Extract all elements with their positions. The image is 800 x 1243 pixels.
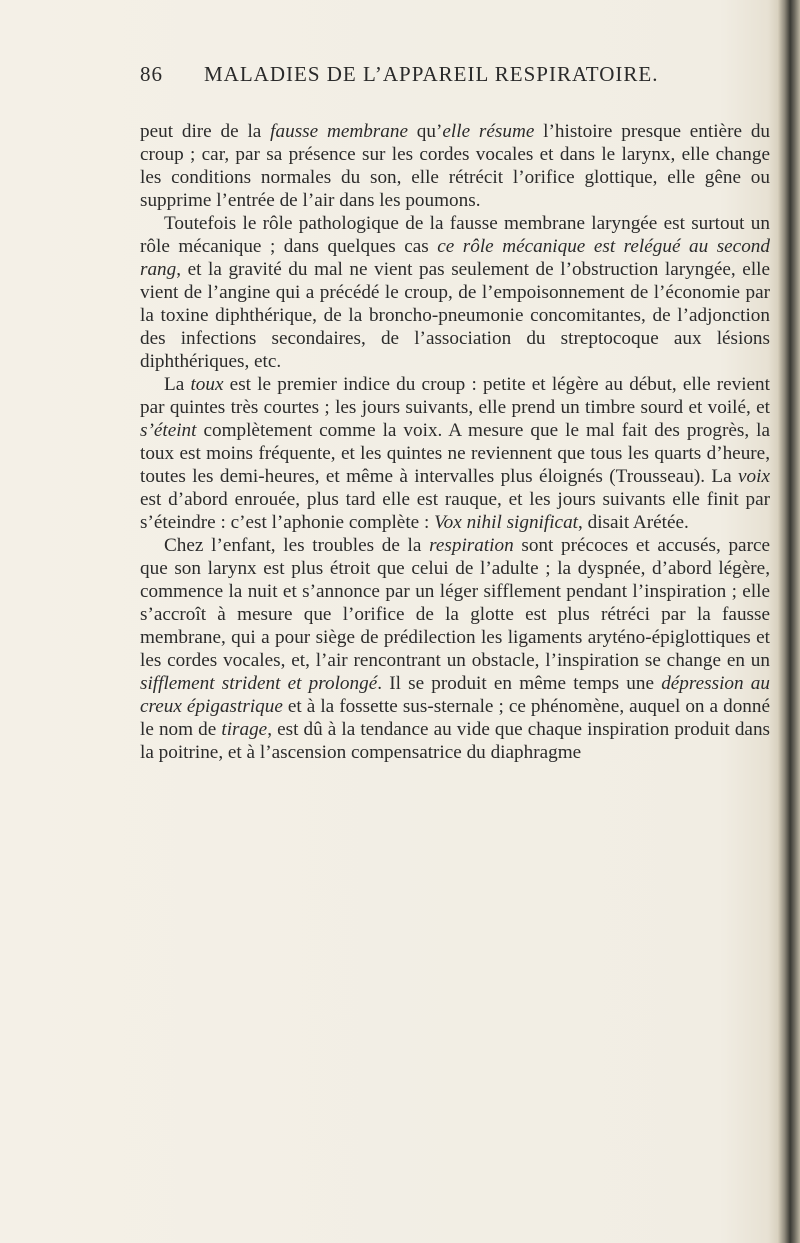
text-run: sont précoces et accusés, parce que son larynx est plus étroit que celui de l’adulte ; la dyspnée, d’abord légère, commence la nuit et s’annonce par un léger sifflement pendant l’inspiration ; elle s’accroît à mesure que l’orifice de la glotte est plus rétréci par la fausse membrane, qui a pour siège de prédilection les ligaments aryténo-épiglottiques et les cordes vocales, et, l’air rencontrant un obstacle, l’inspiration se change en un <box>140 535 770 671</box>
text-run: Toutefois le rôle pathologique de la fausse membrane laryngée est surtout un rôle mécanique ; dans quelques cas <box>140 213 770 257</box>
page-edge-shadow <box>778 0 800 1243</box>
text-run: , est dû à la tendance au vide que chaque inspiration produit dans la poitrine, et à l’ascension compensatrice du diaphragme <box>140 719 771 763</box>
italic-text: voix <box>738 466 770 487</box>
italic-text: dépression au creux épigastrique <box>140 673 770 717</box>
paragraph-p1 <box>140 120 770 212</box>
text-run: Chez l’enfant, les troubles de la <box>164 535 430 556</box>
text-run: l’histoire presque entière du croup ; car, par sa présence sur les cordes vocales et dans le larynx, elle change les conditions normales du son, elle rétrécit l’orifice glottique, elle gêne ou supprime l’entrée de l’air dans les poumons. <box>140 121 771 211</box>
text-run: est le premier indice du croup : petite et légère au début, elle revient par quintes très courtes ; les jours suivants, elle prend un timbre sourd et voilé, et <box>140 374 770 418</box>
paragraph-p4 <box>140 534 770 764</box>
body-text <box>140 120 770 764</box>
italic-text: respiration <box>429 535 514 556</box>
text-run: complètement comme la voix. A mesure que le mal fait des progrès, la toux est moins fréquente, et les quintes ne reviennent que tous les quarts d’heure, toutes les demi-heures, et même à intervalles plus éloignés (Trousseau). La <box>140 420 770 487</box>
italic-text: ce rôle mécanique est relégué au second rang <box>140 236 770 280</box>
italic-text: toux <box>190 374 224 395</box>
text-run: est d’abord enrouée, plus tard elle est rauque, et les jours suivants elle finit par s’éteindre : c’est l’aphonie complète : <box>140 489 770 533</box>
page-number: 86 <box>140 62 163 86</box>
italic-text: sifflement strident et prolongé <box>140 673 378 694</box>
italic-text: Vox nihil significat <box>434 512 578 533</box>
text-run: . Il se produit en même temps une <box>377 673 662 694</box>
paragraph-p2 <box>140 212 770 373</box>
italic-text: elle résume <box>442 121 535 142</box>
italic-text: s’éteint <box>140 420 197 441</box>
text-run: La <box>164 374 191 395</box>
text-run: , disait Arétée. <box>578 512 689 533</box>
text-run: , et la gravité du mal ne vient pas seulement de l’obstruction laryngée, elle vient de l’angine qui a précédé le croup, de l’empoisonnement de l’économie par la toxine diphthérique, de la broncho-pneumonie concomitantes, de l’adjonction des infections secondaires, de l’association du streptocoque aux lésions diphthériques, etc. <box>140 259 770 372</box>
text-run: qu’ <box>407 121 443 142</box>
text-run: et à la fossette sus-sternale ; ce phénomène, auquel on a donné le nom de <box>140 696 770 740</box>
text-run: peut dire de la <box>140 121 271 142</box>
running-title: MALADIES DE L’APPAREIL RESPIRATOIRE. <box>204 62 659 86</box>
italic-text: fausse membrane <box>270 121 408 142</box>
italic-text: tirage <box>221 719 268 740</box>
paragraph-p3 <box>140 373 770 534</box>
